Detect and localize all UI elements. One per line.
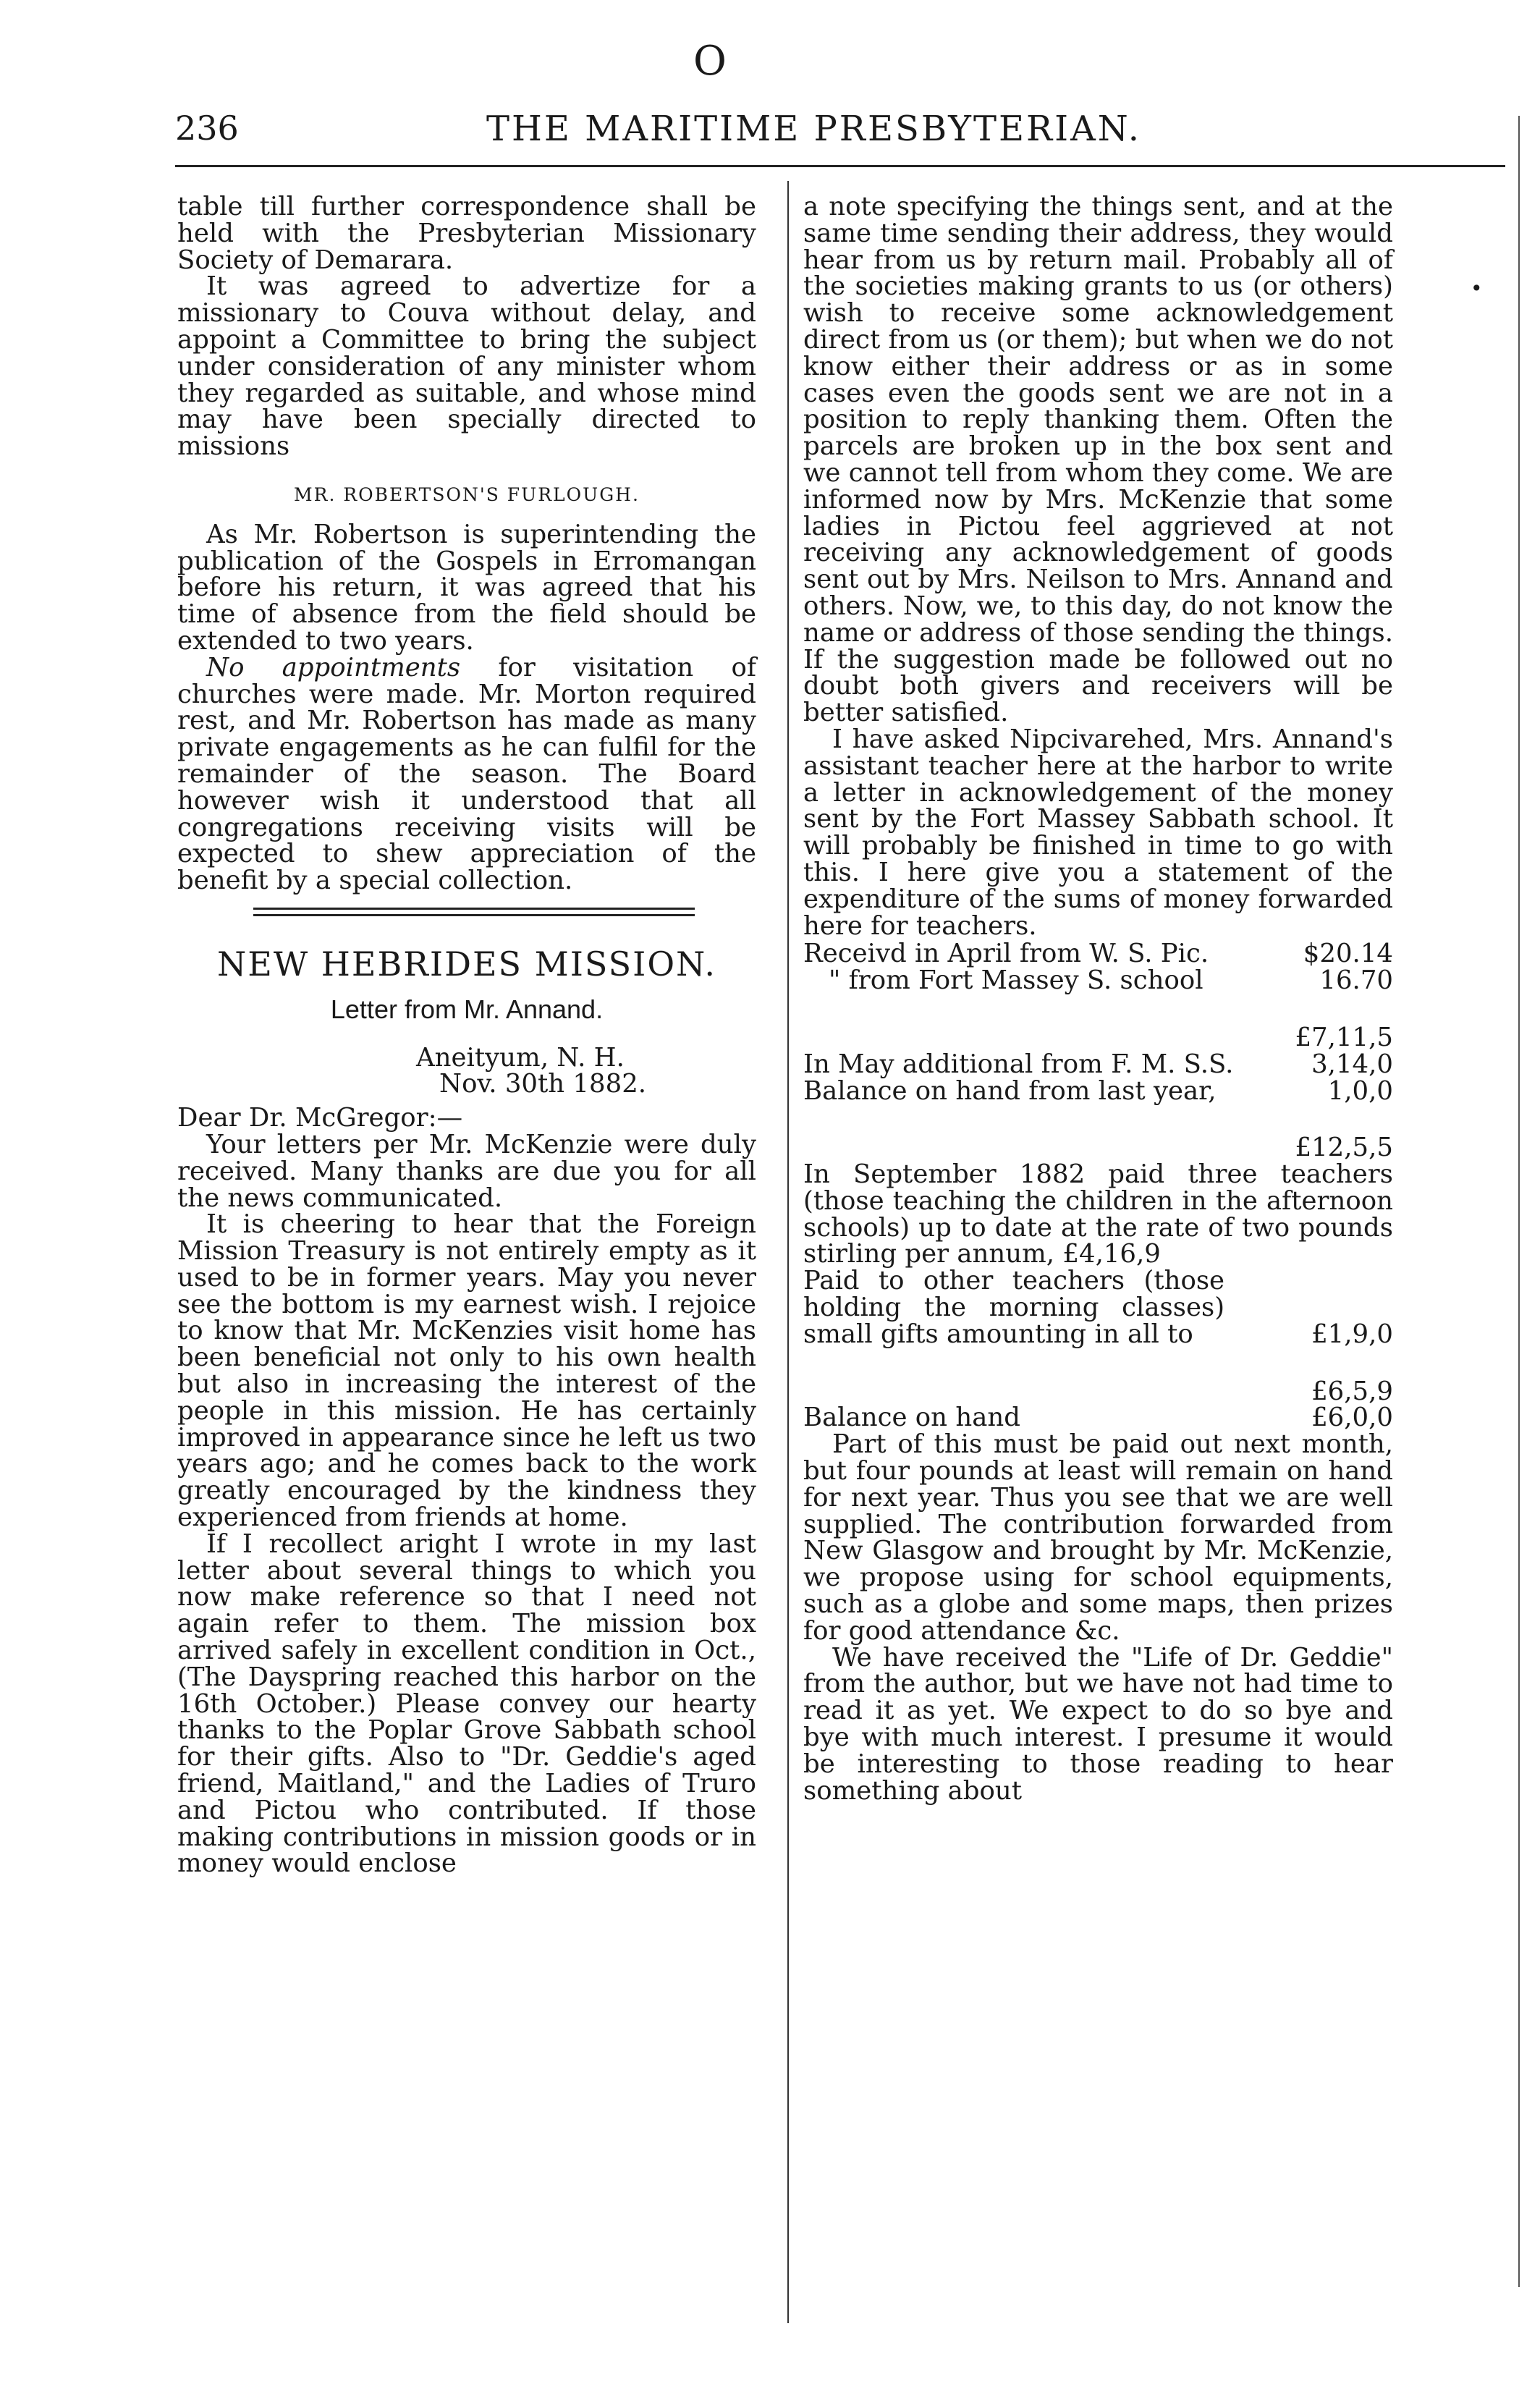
paragraph-appointments xyxy=(177,652,756,896)
account-row xyxy=(803,1405,1393,1432)
account-spacer xyxy=(803,1348,1393,1373)
paragraph-treasury: It is cheering to hear that the Foreign Mission Treasury is not entirely empty as it used to be in former years. May you never see the bottom is my earnest wish. I rejoice to know that Mr. McKenzies visit home has been beneficial not only to his own health but also in increasing the interest of the people in this mission. He has certainly improved in appearance since he left us two years ago; and he comes back to the work greatly encouraged by the kindness they experienced from friends at home. xyxy=(177,1209,756,1533)
paragraph-supplied: Part of this must be paid out next month, but four pounds at least will remain on hand for next year. Thus you see that we are well supplied. The contribution forwarded from New Glasgow and brought by Mr. McKenzie, we propose using for school equipments, such as a globe and some maps, then prizes for good attendance &c. xyxy=(803,1429,1393,1646)
account-september-text: In September 1882 paid three teachers (those teaching the children in the afternoon schools) up to date at the rate of two pounds stirling per annum, xyxy=(803,1159,1393,1269)
account-value: 16.70 xyxy=(1319,965,1393,996)
paragraph-appointments-text: for visitation of churches were made. Mr. Morton required rest, and Mr. Robertson has made as many private engagements as he can fulfil for the remainder of the season. The Board however wish it understood that all congregations receiving visits will be expected to shew appreciation of the benefit by a special collection. xyxy=(177,652,756,896)
margin-dot: • xyxy=(1471,276,1483,300)
paragraph-acknowledgement: a note specifying the things sent, and at the same time sending their address, they would hear from us by return mail. Probably all of the societies making grants to us (or others) wish to receive some acknowledgement direct from us (or them); but when we do not know either their address or as in some cases even the goods sent we are not in a position to reply thanking them. Often the parcels are broken up in the box sent and we cannot tell from whom they come. We are informed now by Mrs. McKenzie that some ladies in Pictou feel aggrieved at not receiving any acknowledgement of goods sent out by Mrs. Neilson to Mrs. Annand and others. Now, we, to this day, do not know the name or address of those sending the things. If the suggestion made be followed out no doubt both givers and receivers will be better satisfied. xyxy=(803,192,1393,728)
paragraph-continuation: table till further correspondence shall be held with the Presbyterian Missionary Society of Demarara. xyxy=(177,192,756,275)
account-subtotal: £6,5,9 xyxy=(1311,1376,1393,1406)
paragraph-life-of-geddie: We have received the "Life of Dr. Geddie" from the author, but we have not had time to read it as yet. We expect to do so bye and bye with much interest. I presume it would be interesting to those reading to hear something about xyxy=(803,1642,1393,1806)
account-table xyxy=(803,941,1393,1432)
paragraph-mission-box: If I recollect aright I wrote in my last letter about several things to which you now make reference so that I need not again refer to them. The mission box arrived safely in excellent condition in Oct., (The Dayspring reached this harbor on the 16th October.) Please convey our hearty thanks to the Poplar Grove Sabbath school for their gifts. Also to "Dr. Geddie's aged friend, Maitland," and the Ladies of Truro and Pictou who contributed. If those making contributions in mission goods or in money would enclose xyxy=(177,1529,756,1879)
account-row xyxy=(803,1049,1393,1079)
account-row xyxy=(803,965,1393,996)
account-subtotal: £7,11,5 xyxy=(1295,1022,1393,1052)
column-divider xyxy=(787,181,789,2323)
account-label: Balance on hand from last year, xyxy=(803,1075,1217,1106)
account-value: 1,0,0 xyxy=(1327,1075,1393,1106)
account-value: £4,16,9 xyxy=(1062,1239,1161,1269)
account-september xyxy=(803,1159,1393,1269)
account-value: £6,0,0 xyxy=(1311,1403,1393,1433)
account-label: Balance on hand xyxy=(803,1403,1020,1433)
account-subtotal: £12,5,5 xyxy=(1295,1133,1393,1163)
left-column xyxy=(177,194,756,1877)
account-row xyxy=(803,1075,1393,1106)
header-rule xyxy=(175,165,1505,167)
account-value: 3,14,0 xyxy=(1311,1049,1393,1079)
account-spacer xyxy=(803,1104,1393,1129)
right-column xyxy=(803,194,1393,1804)
subheading-furlough: MR. ROBERTSON'S FURLOUGH. xyxy=(294,483,640,505)
section-title: NEW HEBRIDES MISSION. xyxy=(217,944,716,984)
dateline-place: Aneityum, N. H. xyxy=(416,1042,625,1073)
account-value: $20.14 xyxy=(1303,939,1393,969)
page-edge-line xyxy=(1518,116,1520,2287)
paragraph-missionary-couva: It was agreed to advertize for a missionary to Couva without delay, and appoint a Committee to bring the subject under consideration of any minister whom they regarded as suitable, and whose mind may have been specially directed to missions xyxy=(177,271,756,462)
account-row xyxy=(803,941,1393,968)
letter-title: Letter from Mr. Annand. xyxy=(330,994,604,1024)
account-label: Receivd in April from W. S. Pic. xyxy=(803,939,1209,969)
account-spacer xyxy=(803,994,1393,1019)
section-divider xyxy=(253,908,695,916)
salutation: Dear Dr. McGregor:— xyxy=(177,1103,463,1133)
emphasis-no-appointments: No appointments xyxy=(206,652,461,682)
account-value: £1,9,0 xyxy=(1311,1319,1393,1349)
page-corner-mark: O xyxy=(693,38,727,85)
running-title: THE MARITIME PRESBYTERIAN. xyxy=(486,109,1141,149)
page-header xyxy=(175,109,1505,159)
paragraph-statement: I have asked Nipcivarehed, Mrs. Annand's assistant teacher here at the harbor to write a letter in acknowledgement of the money sent by the Fort Massey Sabbath school. It will probably be finished in time to go with this. I here give you a statement of the expenditure of the sums of money forwarded here for teachers. xyxy=(803,724,1393,941)
account-label: Paid to other teachers (those holding the morning classes) small gifts amounting in all to xyxy=(803,1266,1225,1349)
account-label: In May additional from F. M. S.S. xyxy=(803,1049,1234,1079)
account-row xyxy=(803,1268,1393,1348)
account-label: " from Fort Massey S. school xyxy=(829,965,1203,996)
paragraph-letters-received: Your letters per Mr. McKenzie were duly received. Many thanks are due you for all the news communicated. xyxy=(177,1129,756,1213)
dateline-date: Nov. 30th 1882. xyxy=(439,1069,647,1099)
page-number: 236 xyxy=(175,109,239,148)
paragraph-robertson: As Mr. Robertson is superintending the publication of the Gospels in Erromangan before his return, it was agreed that his time of absence from the field should be extended to two years. xyxy=(177,519,756,656)
